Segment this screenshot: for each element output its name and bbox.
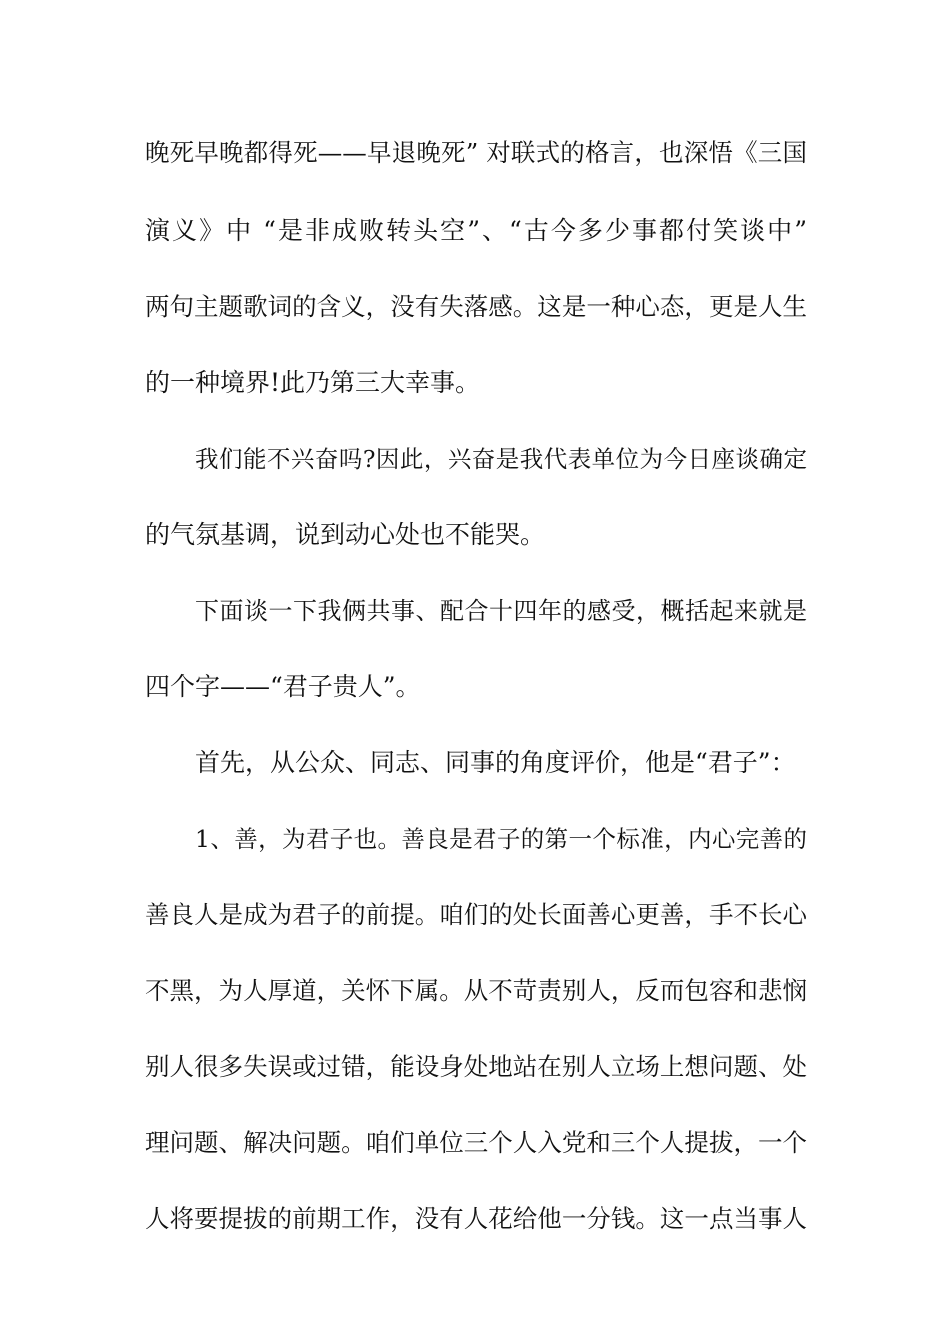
text-line: 的一种境界!此乃第三大幸事。 [145,368,481,397]
text-line: 下面谈一下我俩共事、配合十四年的感受，概括起来就是 [195,597,807,625]
text-line: 的气氛基调，说到动心处也不能哭。 [145,520,546,549]
text-line: 1、善，为君子也。善良是君子的第一个标准，内心完善的 [195,825,807,853]
text-line: 四个字——“君子贵人”。 [145,672,421,701]
text-line: 善良人是成为君子的前提。咱们的处长面善心更善，手不长心 [145,900,807,929]
text-line: 别人很多失误或过错，能设身处地站在别人立场上想问题、处 [145,1052,807,1081]
text-line: 首先，从公众、同志、同事的角度评价，他是“君子”： [195,748,796,777]
text-line: 演义》中 “是非成败转头空”、“古今多少事都付笑谈中” [145,216,807,245]
text-line: 理问题、解决问题。咱们单位三个人入党和三个人提拔，一个 [145,1128,807,1157]
text-line: 两句主题歌词的含义，没有失落感。这是一种心态，更是人生 [145,292,807,321]
text-line: 不黑，为人厚道，关怀下属。从不苛责别人，反而包容和悲悯 [145,976,807,1005]
text-line: 晚死早晚都得死——早退晚死” 对联式的格言，也深悟《三国 [145,138,807,167]
text-line: 我们能不兴奋吗?因此，兴奋是我代表单位为今日座谈确定 [195,445,807,473]
body-text [145,128,807,1270]
text-line: 人将要提拔的前期工作，没有人花给他一分钱。这一点当事人 [145,1204,807,1233]
